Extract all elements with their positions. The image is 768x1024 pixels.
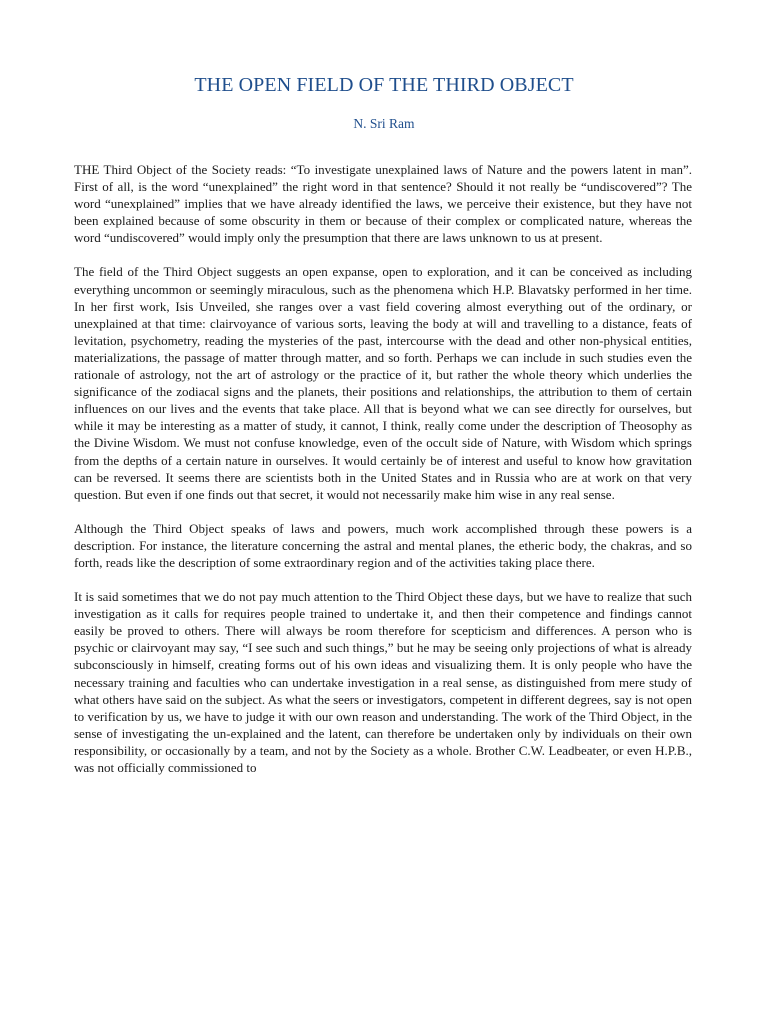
paragraph-4: It is said sometimes that we do not pay much attention to the Third Object these days, but we have to realize that such investigation as it calls for requires people trained to undertake it, and then their competence and findings cannot easily be proved to others. There will always be room therefore for scepticism and differences. A person who is psychic or clairvoyant may say, “I see such and such things,” but he may be seeing only projections of what is already subconsciously in himself, creating forms out of his own ideas and visualizing them. It is only people who have the necessary training and faculties who can undertake investigation in a real sense, as distinguished from mere study of what others have said on the subject. As what the seers or investigators, competent in different degrees, say is not open to verification by us, we have to judge it with our own reason and understanding. The work of the Third Object, in the sense of investigating the un-explained and the latent, can therefore be undertaken only by individuals on their own responsibility, or occasionally by a team, and not by the Society as a whole. Brother C.W. Leadbeater, or even H.P.B., was not officially commissioned to <box>74 589 692 775</box>
document-body <box>74 161 692 793</box>
paragraph-1: THE Third Object of the Society reads: “To investigate unexplained laws of Nature and the powers latent in man”. First of all, is the word “unexplained” the right word in that sentence? Should it not really be “undiscovered”? The word “unexplained” implies that we have already identified the laws, we perceive their existence, but they have not been explained because of some obscurity in them or because of their complex or complicated nature, whereas the word “undiscovered” would imply only the presumption that there are laws unknown to us at present. <box>74 162 692 246</box>
document-title: THE OPEN FIELD OF THE THIRD OBJECT <box>194 74 574 96</box>
paragraph-2: The field of the Third Object suggests an open expanse, open to exploration, and it can be conceived as including everything uncommon or seemingly miraculous, such as the phenomena which H.P. Blavatsky performed in her time. In her first work, Isis Unveiled, she ranges over a vast field covering almost everything out of the ordinary, or unexplained at that time: clairvoyance of various sorts, leaving the body at will and travelling to a distance, feats of levitation, psychometry, reading the mysteries of the past, intercourse with the dead and other non-physical entities, materializations, the passage of matter through matter, and so forth. Perhaps we can include in such studies even the rationale of astrology, not the art of astrology or the practice of it, but rather the whole theory which underlies the significance of the zodiacal signs and the planets, their positions and relationships, the attribution to them of certain influences on our lives and the events that take place. All that is beyond what we can see directly for ourselves, but while it may be interesting as a matter of study, it cannot, I think, really come under the description of Theosophy as the Divine Wisdom. We must not confuse knowledge, even of the occult side of Nature, with Wisdom which springs from the depths of a certain nature in ourselves. It would certainly be of interest and useful to know how gravitation can be reversed. It seems there are scientists both in the United States and in Russia who are at work on that very question. But even if one finds out that secret, it would not necessarily make him wise in any real sense. <box>74 264 692 502</box>
paragraph-3: Although the Third Object speaks of laws and powers, much work accomplished through these powers is a description. For instance, the literature concerning the astral and mental planes, the etheric body, the chakras, and so forth, reads like the description of some extraordinary region and of the activities taking place there. <box>74 520 692 570</box>
document-author: N. Sri Ram <box>353 116 415 131</box>
